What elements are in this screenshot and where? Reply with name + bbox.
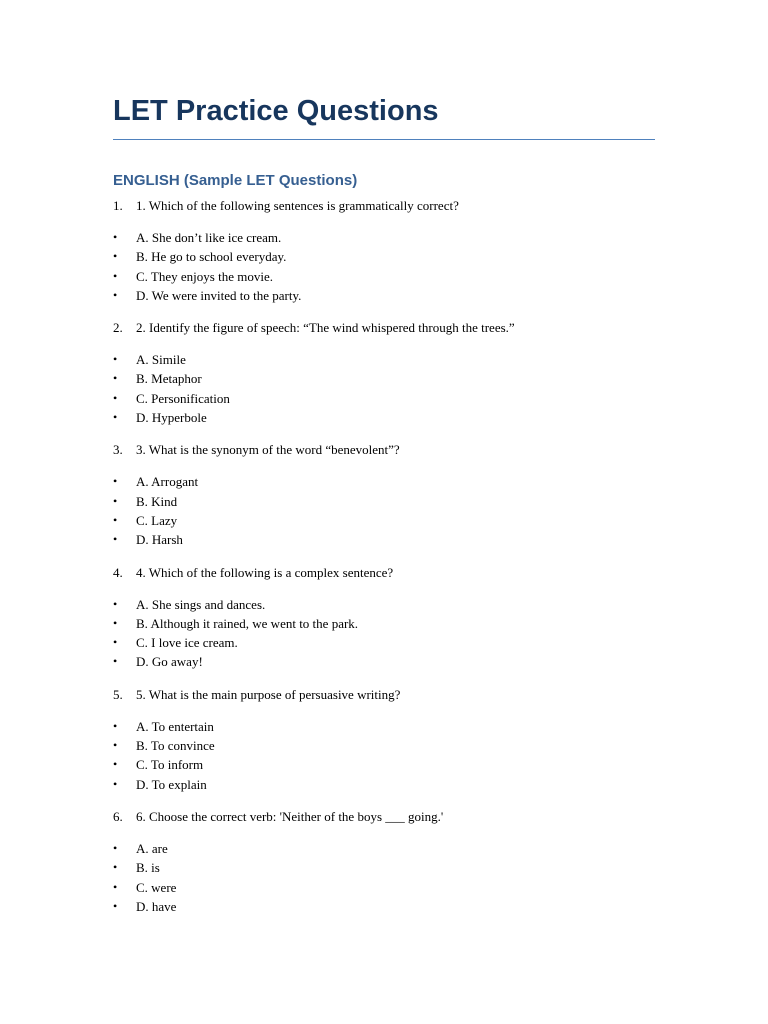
bullet-icon: • [113,654,118,669]
bullet-icon: • [113,493,118,508]
bullet-icon: • [113,287,118,302]
bullet-icon: • [113,718,118,733]
option-item [113,878,655,897]
question-block [113,440,655,549]
option-list [113,472,655,549]
option-text: C. Personification [136,390,230,406]
question-block [113,318,655,427]
option-item [113,350,655,369]
question-text: 5. What is the main purpose of persuasive writing? [136,686,401,702]
question-block [113,196,655,305]
bullet-icon: • [113,776,118,791]
question-text: 4. Which of the following is a complex sentence? [136,564,394,580]
option-item [113,858,655,877]
option-text: B. Metaphor [136,371,202,387]
bullet-icon: • [113,352,118,367]
question-line [113,807,655,826]
option-text: D. Go away! [136,654,203,670]
question-number: 3. [113,442,123,458]
option-text: C. I love ice cream. [136,635,238,651]
option-list [113,839,655,916]
option-text: D. To explain [136,776,207,792]
section-heading: ENGLISH (Sample LET Questions) [113,172,358,189]
question-number: 2. [113,320,123,336]
option-text: B. To convince [136,738,215,754]
question-text: 6. Choose the correct verb: 'Neither of the boys ___ going.' [136,808,444,824]
question-block [113,807,655,916]
option-text: B. Although it rained, we went to the park. [136,615,359,631]
question-line [113,563,655,582]
option-text: B. Kind [136,493,178,509]
question-list [113,196,655,929]
option-list [113,350,655,427]
question-text: 3. What is the synonym of the word “benevolent”? [136,442,400,458]
bullet-icon: • [113,512,118,527]
option-item [113,369,655,388]
bullet-icon: • [113,371,118,386]
option-item [113,775,655,794]
question-number: 5. [113,686,123,702]
option-text: A. Simile [136,352,186,368]
option-list [113,228,655,305]
option-text: C. They enjoys the movie. [136,268,273,284]
bullet-icon: • [113,596,118,611]
option-list [113,595,655,672]
title-underline [113,139,655,140]
option-item [113,511,655,530]
option-item [113,595,655,614]
option-item [113,492,655,511]
bullet-icon: • [113,474,118,489]
question-block [113,685,655,794]
option-item [113,286,655,305]
option-list [113,717,655,794]
option-text: C. were [136,879,177,895]
question-number: 1. [113,198,123,213]
bullet-icon: • [113,249,118,264]
question-text: 1. Which of the following sentences is grammatically correct? [136,198,459,213]
option-text: A. Arrogant [136,474,199,490]
option-item [113,614,655,633]
bullet-icon: • [113,840,118,855]
option-item [113,633,655,652]
option-item [113,755,655,774]
option-text: B. He go to school everyday. [136,249,287,265]
bullet-icon: • [113,879,118,894]
bullet-icon: • [113,268,118,283]
option-item [113,717,655,736]
option-text: A. She don’t like ice cream. [136,230,282,245]
bullet-icon: • [113,757,118,772]
bullet-icon: • [113,615,118,630]
option-item [113,389,655,408]
option-text: C. To inform [136,757,204,773]
question-text: 2. Identify the figure of speech: “The wind whispered through the trees.” [136,320,515,336]
option-text: C. Lazy [136,512,178,528]
option-item [113,228,655,247]
option-item [113,530,655,549]
option-text: B. is [136,860,160,876]
option-item [113,408,655,427]
option-item [113,472,655,491]
bullet-icon: • [113,738,118,753]
option-text: A. She sings and dances. [136,596,266,612]
document-title: LET Practice Questions [113,95,439,127]
question-line [113,685,655,704]
question-line [113,196,655,215]
question-number: 6. [113,808,123,824]
bullet-icon: • [113,635,118,650]
option-item [113,652,655,671]
bullet-icon: • [113,230,118,244]
bullet-icon: • [113,898,118,913]
option-item [113,839,655,858]
option-text: D. have [136,898,177,914]
bullet-icon: • [113,410,118,425]
option-text: D. Hyperbole [136,410,207,426]
option-item [113,897,655,916]
bullet-icon: • [113,390,118,405]
question-line [113,318,655,337]
option-text: D. Harsh [136,532,183,548]
option-text: A. To entertain [136,718,214,734]
option-text: D. We were invited to the party. [136,287,302,303]
option-item [113,247,655,266]
bullet-icon: • [113,532,118,547]
option-item [113,736,655,755]
question-number: 4. [113,564,123,580]
question-block [113,563,655,672]
bullet-icon: • [113,860,118,875]
question-line [113,440,655,459]
option-text: A. are [136,840,168,856]
option-item [113,267,655,286]
